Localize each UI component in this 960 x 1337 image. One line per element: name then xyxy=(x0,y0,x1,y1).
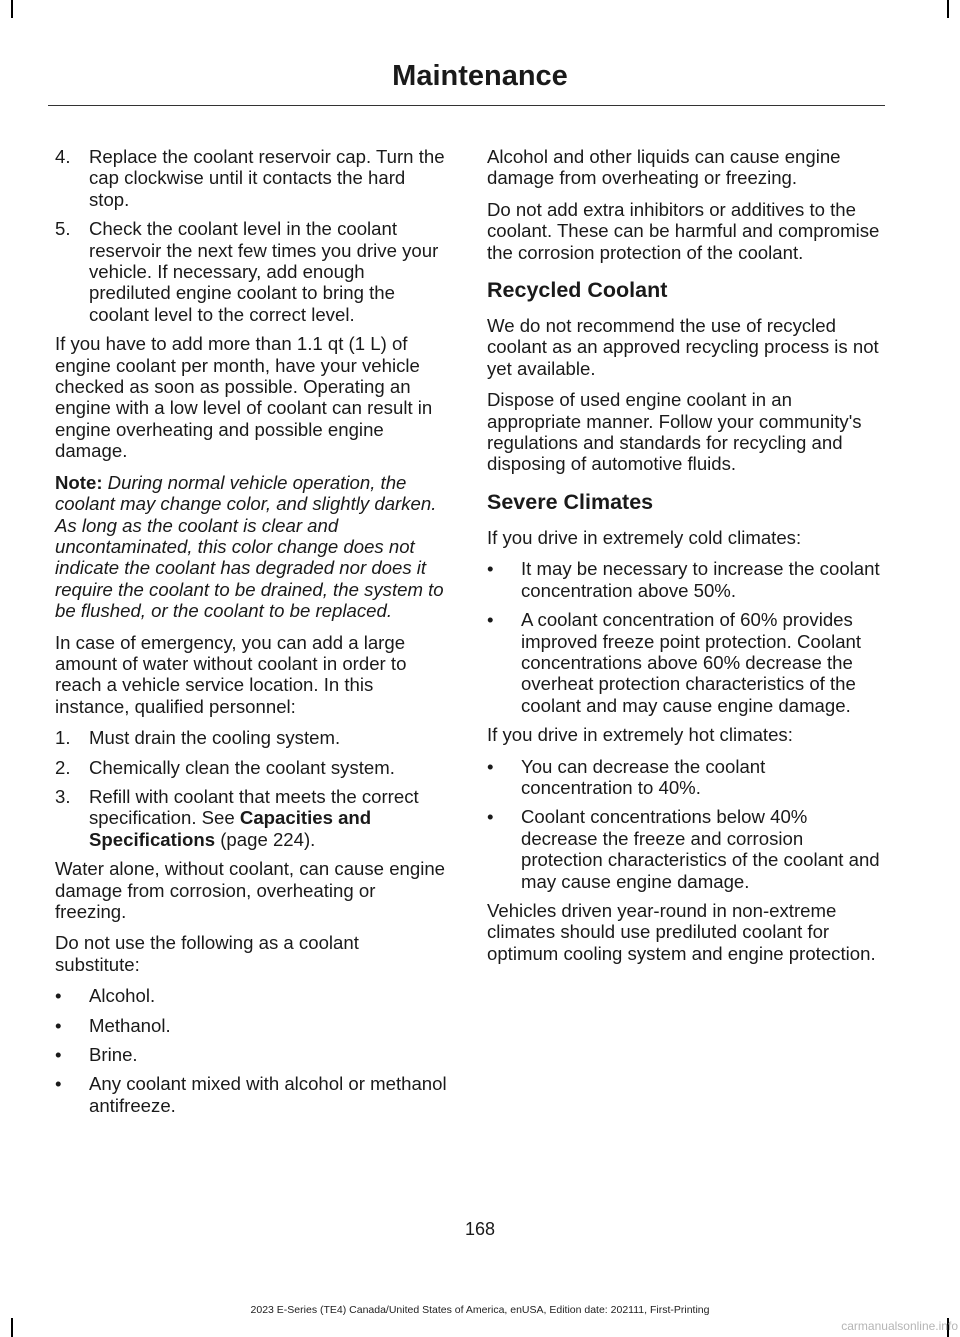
bullet-text: A coolant concentration of 60% provides improved freeze point protection. Coolant concentrations above 60% decrease the overheat protection characteristics of the coolant and may cause engine damage. xyxy=(521,609,862,716)
paragraph-inhibitors: Do not add extra inhibitors or additives to the coolant. These can be harmful and compromise the corrosion protection of the coolant. xyxy=(487,198,880,263)
list-item xyxy=(487,609,881,716)
capacities-link[interactable]: Capacities and Specifications xyxy=(89,807,372,850)
paragraph-dispose: Dispose of used engine coolant in an appropriate manner. Follow your community's regulations and standards for recycling and disposing of automotive fluids. xyxy=(487,389,862,475)
paragraph-water-alone: Water alone, without coolant, can cause engine damage from corrosion, overheating or freezing. xyxy=(55,858,446,922)
bullet: • xyxy=(55,1014,62,1036)
step-number: 5. xyxy=(55,218,71,240)
bullet-text: Alcohol. xyxy=(89,985,156,1007)
bullet-text: Brine. xyxy=(89,1044,138,1066)
note-paragraph xyxy=(55,472,447,622)
header-divider xyxy=(48,105,885,106)
step-text: Check the coolant level in the coolant reservoir the next few times you drive your vehicle. If necessary, add enough prediluted engine coolant to bring the coolant level to the correct level. xyxy=(89,218,439,325)
paragraph-substitute-intro: Do not use the following as a coolant substitute: xyxy=(55,932,359,975)
bullet: • xyxy=(487,755,494,777)
step-text: Must drain the cooling system. xyxy=(89,727,341,749)
paragraph-cold-intro: If you drive in extremely cold climates: xyxy=(487,526,802,548)
list-item xyxy=(55,727,447,748)
page-title: Maintenance xyxy=(392,60,568,92)
bullet-text: It may be necessary to increase the coolant concentration above 50%. xyxy=(521,558,880,601)
bullet-text: You can decrease the coolant concentration to 40%. xyxy=(521,755,766,798)
list-item xyxy=(55,786,447,850)
paragraph-emergency: In case of emergency, you can add a large amount of water without coolant in order to reach a vehicle service location. In this instance, qualified personnel: xyxy=(55,631,407,717)
section-heading-severe-climates: Severe Climates xyxy=(487,489,654,514)
bullet: • xyxy=(55,1073,62,1095)
right-column xyxy=(487,146,881,974)
paragraph-recycled: We do not recommend the use of recycled coolant as an approved recycling process is not yet available. xyxy=(487,315,879,379)
paragraph-coolant-usage: If you have to add more than 1.1 qt (1 L) of engine coolant per month, have your vehicle checked as soon as possible. Operating an engine with a low level of coolant can result in engine overheating and possible engine damage. xyxy=(55,333,433,462)
page-number: 168 xyxy=(464,1219,496,1239)
crop-mark-top-left xyxy=(11,0,13,18)
step-number: 1. xyxy=(55,727,71,749)
watermark: carmanualsonline.info xyxy=(841,1319,958,1333)
list-item xyxy=(487,806,881,892)
list-item xyxy=(55,1073,447,1116)
step-text xyxy=(89,786,447,850)
bullet: • xyxy=(487,806,494,828)
list-item xyxy=(55,757,447,778)
list-item xyxy=(487,756,881,799)
paragraph-alcohol: Alcohol and other liquids can cause engine damage from overheating or freezing. xyxy=(487,146,841,189)
footer-edition-info: 2023 E-Series (TE4) Canada/United States of America, enUSA, Edition date: 202111, First-Printing xyxy=(250,1304,710,1316)
bullet: • xyxy=(487,558,494,580)
paragraph-year-round: Vehicles driven year-round in non-extreme climates should use prediluted coolant for optimum cooling system and engine protection. xyxy=(487,899,876,964)
page-reference: (page 224). xyxy=(215,828,316,850)
list-item xyxy=(487,558,881,601)
bullet-text: Coolant concentrations below 40% decrease the freeze and corrosion protection characteristics of the coolant and may cause engine damage. xyxy=(521,806,880,892)
bullet-text: Methanol. xyxy=(89,1014,171,1036)
note-label: Note: xyxy=(55,471,103,493)
list-item xyxy=(55,1044,447,1065)
bullet-text: Any coolant mixed with alcohol or methanol antifreeze. xyxy=(89,1073,447,1116)
step-text: Replace the coolant reservoir cap. Turn the cap clockwise until it contacts the hard stop. xyxy=(89,146,445,210)
step-number: 2. xyxy=(55,756,71,778)
crop-mark-bottom-left xyxy=(11,1318,13,1337)
step-number: 4. xyxy=(55,146,71,167)
section-heading-recycled-coolant: Recycled Coolant xyxy=(487,278,668,303)
bullet: • xyxy=(55,1044,62,1066)
bullet: • xyxy=(487,609,494,631)
list-item xyxy=(55,985,447,1006)
list-item xyxy=(55,218,447,325)
step-number: 3. xyxy=(55,785,71,807)
step-text: Chemically clean the coolant system. xyxy=(89,756,395,778)
paragraph-hot-intro: If you drive in extremely hot climates: xyxy=(487,724,793,746)
bullet: • xyxy=(55,985,62,1007)
step-text-body: Refill with coolant that meets the correct specification. See xyxy=(89,785,419,829)
crop-mark-top-right xyxy=(947,0,949,18)
list-item xyxy=(55,146,447,210)
list-item xyxy=(55,1015,447,1036)
note-text: During normal vehicle operation, the coolant may change color, and slightly darken. As long as the coolant is clear and uncontaminated, this color change does not indicate the coolant has degraded nor does it require the coolant to be drained, the system to be flushed, or the coolant to be replaced. xyxy=(55,471,444,622)
left-column xyxy=(55,146,447,1124)
